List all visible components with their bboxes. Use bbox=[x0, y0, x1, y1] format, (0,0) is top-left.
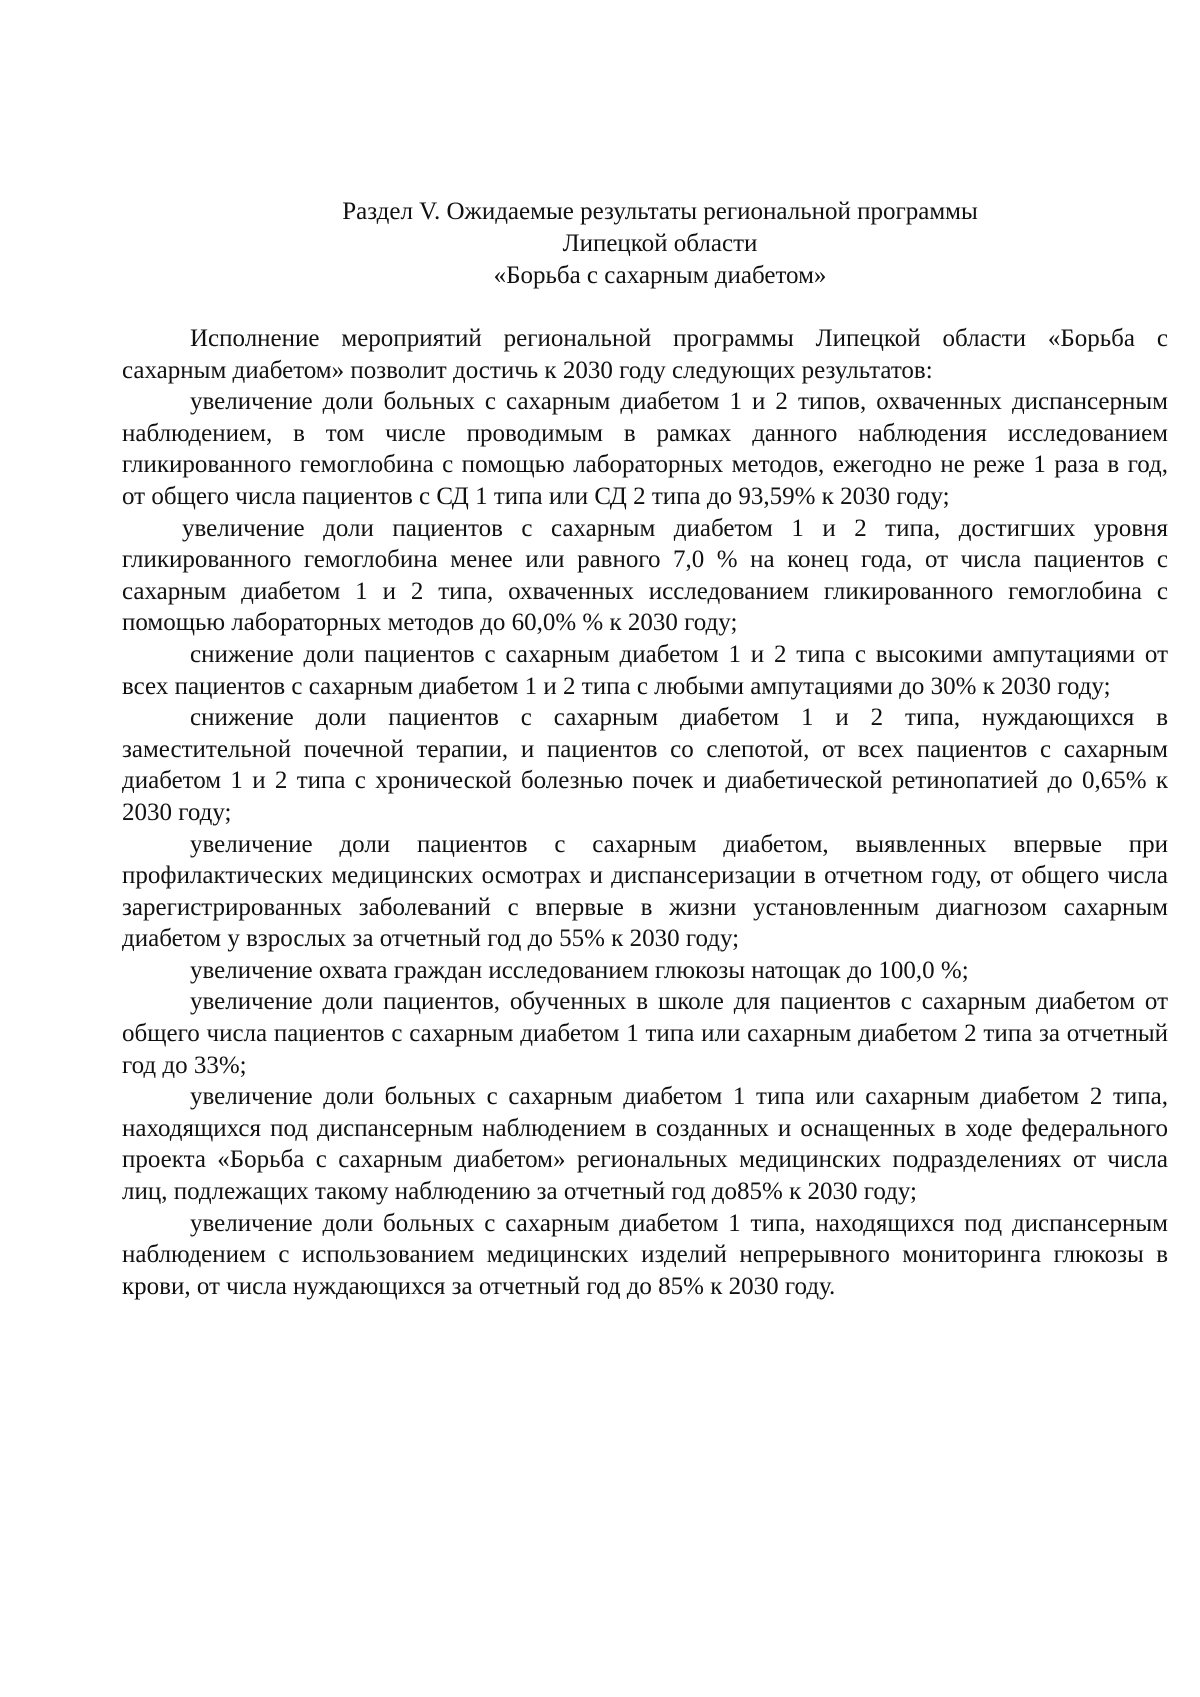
result-paragraph: увеличение доли больных с сахарным диабетом 1 типа, находящихся под диспансерным наблюдением с использованием медицинских изделий непрерывного мониторинга глюкозы в крови, от числа нуждающихся за отчетный год до 85% к 2030 году. bbox=[122, 1209, 1168, 1300]
result-paragraph: увеличение доли больных с сахарным диабетом 1 и 2 типов, охваченных диспансерным наблюдением, в том числе проводимым в рамках данного наблюдения исследованием гликированного гемоглобина с помощью лабораторных методов, ежегодно не реже 1 раза в год, от общего числа пациентов с СД 1 типа или СД 2 типа до 93,59% к 2030 году; bbox=[122, 388, 1168, 510]
document-body bbox=[122, 323, 1168, 1302]
result-paragraph: увеличение доли больных с сахарным диабетом 1 типа или сахарным диабетом 2 типа, находящихся под диспансерным наблюдением в созданных и оснащенных в ходе федерального проекта «Борьба с сахарным диабетом» региональных медицинских подразделениях от числа лиц, подлежащих такому наблюдению за отчетный год до85% к 2030 году; bbox=[122, 1083, 1168, 1206]
intro-paragraph: Исполнение мероприятий региональной программы Липецкой области «Борьба с сахарным диабетом» позволит достичь к 2030 году следующих результатов: bbox=[122, 325, 1168, 384]
result-paragraph: снижение доли пациентов с сахарным диабетом 1 и 2 типа с высокими ампутациями от всех пациентов с сахарным диабетом 1 и 2 типа с любыми ампутациями до 30% к 2030 году; bbox=[122, 640, 1168, 700]
result-paragraph: увеличение охвата граждан исследованием глюкозы натощак до 100,0 %; bbox=[190, 956, 969, 984]
heading-line-3: «Борьба с сахарным диабетом» bbox=[493, 262, 827, 289]
heading-line-1: Раздел V. Ожидаемые результаты региональной программы bbox=[342, 198, 978, 225]
result-paragraph: увеличение доли пациентов с сахарным диабетом, выявленных впервые при профилактических медицинских осмотрах и диспансеризации в отчетном году, от общего числа зарегистрированных заболеваний с впервые в жизни установленным диагнозом сахарным диабетом у взрослых за отчетный год до 55% к 2030 году; bbox=[122, 830, 1168, 953]
result-paragraph: увеличение доли пациентов, обученных в школе для пациентов с сахарным диабетом от общего числа пациентов с сахарным диабетом 1 типа или сахарным диабетом 2 типа за отчетный год до 33%; bbox=[122, 988, 1168, 1079]
heading-line-2: Липецкой области bbox=[562, 230, 758, 257]
section-heading bbox=[160, 196, 1160, 292]
result-paragraph: увеличение доли пациентов с сахарным диабетом 1 и 2 типа, достигших уровня гликированного гемоглобина менее или равного 7,0 % на конец года, от числа пациентов с сахарным диабетом 1 и 2 типа, охваченных исследованием гликированного гемоглобина с помощью лабораторных методов до 60,0% % к 2030 году; bbox=[122, 514, 1168, 637]
result-paragraph: снижение доли пациентов с сахарным диабетом 1 и 2 типа, нуждающихся в заместительной почечной терапии, и пациентов со слепотой, от всех пациентов с сахарным диабетом 1 и 2 типа с хронической болезнью почек и диабетической ретинопатией до 0,65% к 2030 году; bbox=[122, 704, 1168, 826]
